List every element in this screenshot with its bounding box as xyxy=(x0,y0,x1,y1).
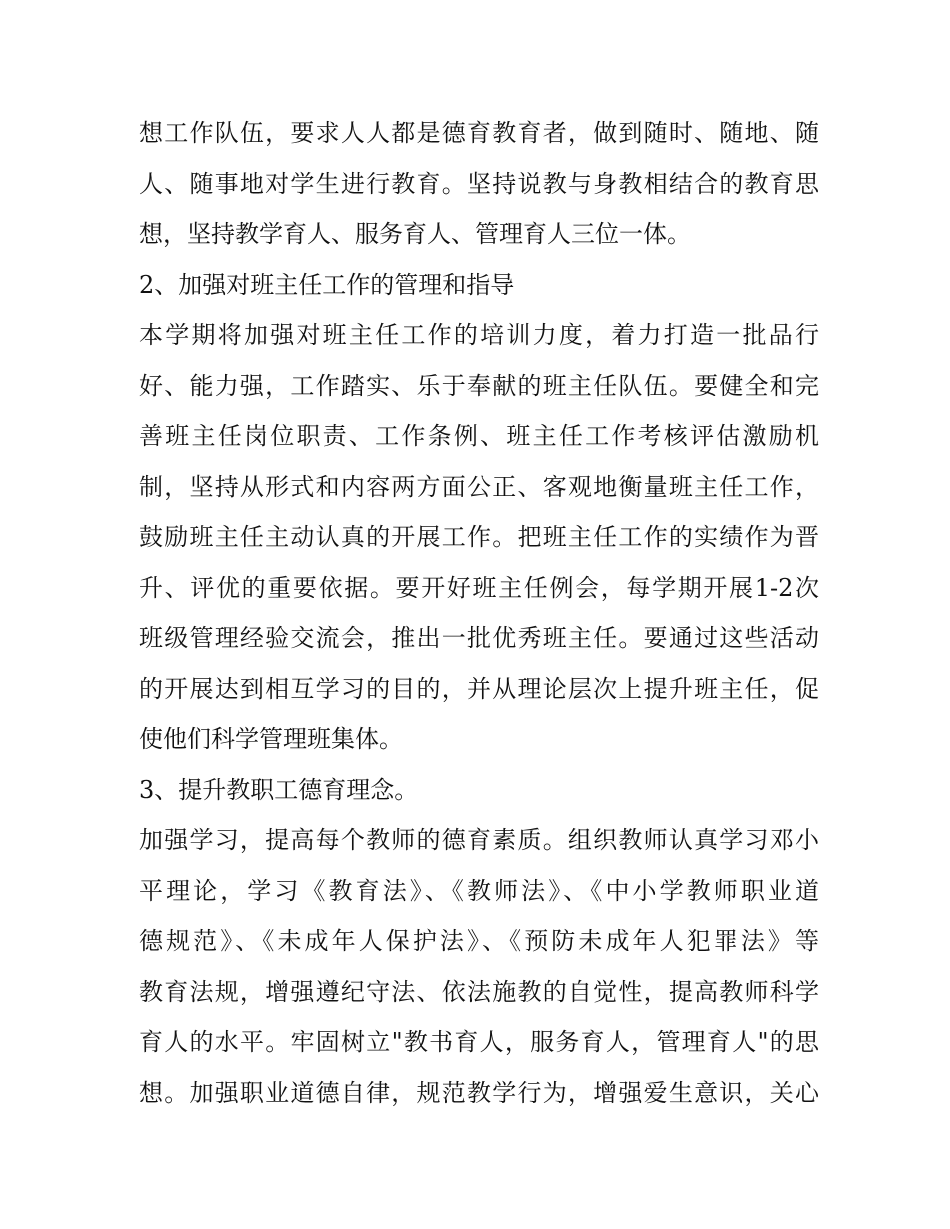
text-line: 班级管理经验交流会，推出一批优秀班主任。要通过这些活动 xyxy=(139,624,819,652)
text-line: 想。加强职业道德自律，规范教学行为，增强爱生意识，关心 xyxy=(139,1078,819,1107)
document-body xyxy=(139,108,819,1118)
text-line: 使他们科学管理班集体。 xyxy=(139,725,403,753)
text-line: 平理论，学习《教育法》、《教师法》、《中小学教师职业道 xyxy=(139,876,819,905)
text-line: 鼓励班主任主动认真的开展工作。把班主任工作的实绩作为晋 xyxy=(139,523,819,551)
text-line: 的开展达到相互学习的目的，并从理论层次上提升班主任，促 xyxy=(139,674,819,703)
text-line: 本学期将加强对班主任工作的培训力度，着力打造一批品行 xyxy=(139,321,819,349)
text-line: 制，坚持从形式和内容两方面公正、客观地衡量班主任工作， xyxy=(139,472,819,501)
text-line: 教育法规，增强遵纪守法、依法施教的自觉性，提高教师科学 xyxy=(139,977,819,1006)
text-line: 人、随事地对学生进行教育。坚持说教与身教相结合的教育思 xyxy=(139,169,819,198)
text-line: 升、评优的重要依据。要开好班主任例会，每学期开展1-2次 xyxy=(139,573,819,602)
text-line: 好、能力强，工作踏实、乐于奉献的班主任队伍。要健全和完 xyxy=(139,371,819,400)
text-line: 想，坚持教学育人、服务育人、管理育人三位一体。 xyxy=(139,220,691,248)
text-line: 德规范》、《未成年人保护法》、《预防未成年人犯罪法》等 xyxy=(139,927,819,955)
text-line: 2、加强对班主任工作的管理和指导 xyxy=(139,270,515,299)
text-line: 育人的水平。牢固树立"教书育人，服务育人，管理育人"的思 xyxy=(139,1028,819,1056)
text-line: 善班主任岗位职责、工作条例、班主任工作考核评估激励机 xyxy=(139,422,819,450)
text-line: 想工作队伍，要求人人都是德育教育者，做到随时、随地、随 xyxy=(139,119,819,147)
text-line: 3、提升教职工德育理念。 xyxy=(139,775,419,804)
text-line: 加强学习，提高每个教师的德育素质。组织教师认真学习邓小 xyxy=(139,826,819,854)
